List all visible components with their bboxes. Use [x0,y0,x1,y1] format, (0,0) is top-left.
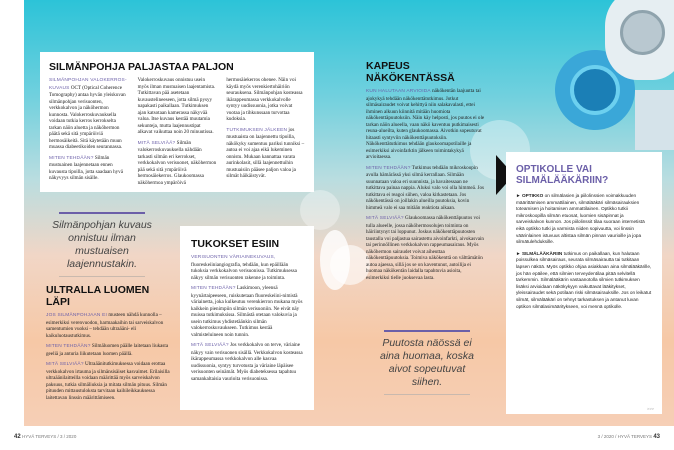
lead-in: VERISUONTEN VÄRIAINEKUVAUS, [191,255,276,260]
pull-quote [52,212,152,277]
magazine-issue: HYVÄ TERVEYS / 3 / 2020 [21,434,77,439]
lead-in: MITEN TEHDÄÄN? [49,155,94,161]
article-tukokset [180,226,314,410]
bokeh-light [300,190,340,230]
article-title: ULTRALLA LUOMEN LÄPI [46,284,150,308]
lead-in: SILMÄNPOHJAN VALOKERROSKUVAUS [49,78,127,91]
paragraph: Tutkimus tehdään mikroskoopin avulla hämärässä yksi silmä kerrallaan. Silmään suunnataan valoa eri suunnista, ja havaitessaan ne tutkittava painaa nappia. Aluksi valo voi olla himmeä. Jos tutkittava ei reagoi siihen, valoa kirkastetaan. Jos näkökentässä on joillakin alueilla puutoksia, kovin himmeä valo ei saa mitään reaktiota aikaan. [366,164,484,211]
continue-marker: >>> [646,406,654,411]
article-silmanpohja [40,52,314,192]
article-kapeus [366,60,486,285]
lead-in: MITEN TEHDÄÄN? [191,286,236,291]
quote-text: Silmänpohjan kuvaus onnistuu ilman mustuaisen laajennustakin. [52,219,152,270]
lead-in: KUN HALUTAAN ARVIOIDA [366,89,431,94]
paragraph: Silmän mustuainen laajennetaan ennen kuvausta tipoilla, jotta saadaan hyvä näkyvyys silmän sisälle. Valokerroskuvaus onnistuu usein myös ilman mustuaisen laajentamista. Tutkittavan pää asetetaan kuvaustelineeseen, jotta silmä pysyy napakasti paikallaan. Tutkimuksen ajan katsotaan kamerassa näkyvää valoa. Itse kuvaus kestää muutamia sekunteja, mutta laajennustipat alkavat vaikuttaa noin 20 minuutissa. [49,77,216,181]
page-number: 43 [653,434,660,440]
paragraph: jos mustuaista on laajennettu tipoilla, näkökyky sumentuu pariksi tunniksi – autoa ei voi ajaa eikä lukeminen onnistu. Mukaan kannattaa varata aurinkolasit, sillä laajennettuihin mustuaisiin pääsee paljon valoa ja silmät häikäistyvät. [226,126,305,179]
paragraph: Laskimoon, yleensä kyynärtaipeeseen, ruiskutetaan fluoreskeiini-nimistä väriainetta, joka kulkeutuu verenkierron mukana myös kaikkein pienimpiin silmän verisuoniin. Ne eivät näy muissa tutkimuksissa. Silmästä otetaan valokuvia ja usein tutkimus yhdistetäänkin silmän valokerroskuvaukseen. Tutkimus kestää valmisteluineen noin tunnin. [191,285,303,338]
paragraph: tutkimus on paikallaan, kun halutaan poissulkea silmäsairaus, seurata silmäsairautta tai tutkitaan lapsen näköä. Myös optikko ohjaa asiakkaan aina silmälääkärille, jos hän epäilee, että silmien terveydentilaa pitää selvitellä tarkemmin. Silmälääkärin vastaanotolla silmien tutkimuksen lisäksi arvioidaan näkökykyyn vaikuttavat lääkitykset, yleissairaudet sekä potilaan riski silmäsairauksille. Jos on leikatut silmät, silmälääkäri on tehnyt tarkastuksen ja antanut luvan optikon silmälasimääritykseen, voi mennä optikolle. [516,250,652,309]
paragraph: Ultraäänitutkimuksessa voidaan erottaa verkkokalvon irtauma ja silmänsisäiset kasvaimet. Erilaisilla ultraäänilaitteilla voidaan määrittää myös sarveiskalvon paksuus, tutkia silmäliuksia ja mitata silmän pituus. Silmän pituuden mittaustuloksta tarvitaan kaihileikkauksessa laitettavan linssin määrittämiseen. [46,361,170,401]
lead-in: TUTKIMUKSEN JÄLKEEN [226,127,288,133]
lead-in: SILMÄLÄÄKÄRIIN [521,250,563,256]
paragraph: on silmälasien ja piilolinssien voimakkuuden määrittämisen ammattilainen, silmälääkäri silmäsairauksien toteamisen ja hoitamisen ammattilainen. Optikko tutkii mikroskoopilla silmän etuosat, luomien sisäpinnat ja sarveiskalvon kunnon. Jos piilolinssit tilaa suoraan internetistä eikä optikko tutki ja varmista niiden sopivuutta, voi linssin väärinlainen istuvuus altistaa silmän pinnan vaurioille ja jopa silmätulehduksille. [516,193,645,245]
quote-rule [59,276,145,277]
quote-text: Puutosta näössä ei aina huomaa, koska aivot sopeutuvat siihen. [380,337,474,388]
lead-in: MITÄ SELVIÄÄ? [191,343,229,348]
quote-rule [59,212,145,214]
lead-in: MITÄ SELVIÄÄ? [46,362,84,367]
eye-exam-device-image [555,0,674,150]
page-number: 42 [14,434,21,440]
quote-rule [384,330,470,332]
article-ultralla [46,284,170,405]
lead-in: MITÄ SELVIÄÄ? [137,140,176,146]
lead-in: JOS SILMÄNPOHJAAN EI [46,313,108,318]
paragraph: Silmän valokerroskuvauksella nähdään tarkasti silmän eri kerrokset, verkkokalvon verisuonet, näköhermon pää sekä sitä ympäröivä hermosäiekerros. Glaukoomassa näköhermoa ympäröivä hermosäiekerros ohenee. Näin voi käydä myös verenkiertohäiriön seurauksena. Silmänpohjan kosteassa ikärappeumassa verkkokalvolle syntyy uudissuonia, jotka voivat vuotaa ja tihkunssaan turvottaa kudoksia. [137,77,303,186]
quote-rule [384,394,470,395]
article-title: SILMÄNPOHJA PALJASTAA PALJON [49,61,234,73]
sidebar-title: OPTIKOLLE VAI SILMÄLÄÄKÄRIIN? [516,164,609,186]
lead-in: MITEN TEHDÄÄN? [46,344,91,349]
lead-in: MITEN TEHDÄÄN? [366,165,411,171]
lead-in: MITÄ SELVIÄÄ? [366,216,404,221]
pull-quote [378,330,476,395]
page-footer-right [598,434,660,440]
lead-in: OPTIKKO [521,193,544,198]
paragraph: Glaukoomassa näkökenttäpuutos voi tulla alueelle, jossa näköhermosolujen toiminta on häiriintynyt tai loppunut. Joskus näkökenttäpuutosten taustalla voi paljastua sairastettu aivoinfarkti, aivokasvain tai perinnöllinen verkkokalvon rappeumasairaus. Myös näköhermon sairaudet voivat aiheuttaa näkökenttäpuutoksia. Toimiva näkökenttä on välttämätön autoa ajaessa, sillä jos se on kaventunut, autoilija ei huomaa näkökentän laidalla tapahtuvia asioita, esimerkiksi tielle juoksevaa lasta. [366,215,484,281]
paragraph: fluoreskeiiniangiografia, tehdään, kun epäillään tukoksia verkkokalvon verisuonissa. Tutkimuksessa näkyy silmän verisuonten rakenne ja toiminta. [191,261,297,281]
paragraph: näkökentän laajuutta tai ajokykyä tehdään näkökenttätutkimus. Jotkut silmäsairaudet voivat kehittyä niin salakavalasti, ettei ihminen alkuun kiinnitä mitään huomiota näkökenttäpuutoksiin. Näin käy helposti, jos puutos ei ole tarkan näön alueella, vaan näkö kaventuu putkimaisesti reuna-alueilta, kuten glaukoomassa. Aivotkin sopeutuvat hitaasti syntyviin näkökenttäpuutoksiin. Näkökenttätutkimus tehdään glaukoomapotilaille ja esimerkiksi aivoinfarktin jälkeen toimintakykyä arvioitaessa. [366,88,485,160]
article-title: KAPEUS NÄKÖKENTÄSSÄ [366,60,455,84]
paragraph: Silmäluomen päälle laitetaan liukasta geeliä ja anturia liikutetaan luomen päällä. [46,343,169,357]
paragraph: Jos verkkokalvo on terve, väriaine näkyy vain verisuonen sisällä. Verkkokalvon kosteassa ikärappeumassa verkkokalvon alle kasvaa uudissuonia, syntyy turvotusta ja väriaine läpäisee verisuonten seinämät. Myös diabeteksessa tapahtuu samankaltaisia vaurioita verisuonissa. [191,342,303,382]
sidebar-optikolle: OPTIKOLLE VAI SILMÄLÄÄKÄRIIN? ► OPTIKKO on silmälasien ja piilolinssien voimakkuuden määrittämisen ammattilainen, silmälääkäri silmäsairauksien toteamisen ja hoitamisen ammattilainen. Optikko tutkii mikroskoopilla silmän etuosat, luomien sisäpinnat ja sarveiskalvon kunnon. Jos piilolinssit tilaa suoraan internetistä eikä optikko tutki ja varmista niiden sopivuutta, voi linssin väärinlainen istuvuus altistaa silmän pinnan vaurioille ja jopa silmätulehduksille. ► SILMÄLÄÄKÄRIIN tutkimus on paikallaan, kun halutaan poissulkea silmäsairaus, seurata silmäsairautta tai tutkitaan lapsen näköä. Myös optikko ohjaa asiakkaan aina silmälääkärille, jos hän epäilee, että silmien terveydentilaa pitää selvitellä tarkemmin. Silmälääkärin vastaanotolla silmien tutkimuksen lisäksi arvioidaan näkökykyyn vaikuttavat lääkitykset, yleissairaudet sekä potilaan riski silmäsairauksille. Jos on leikatut silmät, silmälääkäri on tehnyt tarkastuksen ja antanut luvan optikon silmälasimääritykseen, voi mennä optikolle. >>> [506,152,662,414]
page-footer-left [14,434,76,440]
magazine-issue: 3 / 2020 / HYVÄ TERVEYS [597,434,653,439]
article-title: TUKOKSET ESIIN [191,238,280,250]
bokeh-light [330,245,370,285]
paragraph: musteen nähdä kunnolla – esimerkiksi verenvuodon, harmaakaihin tai sarveiskalvon samentumien vuoksi – tehdään ultraääni- eli kaikuluotaustutkimus. [46,312,164,339]
paragraph: OCT (Optical Coherence Tomography) antaa hyvän yleiskuvan silmänpohjan verisuonten, verkkokalvon ja näköhermon kunnosta. Valokerroskuvauksella voidaan tutkia kerros kerrokselta tarkan näön aluetta ja näköhermon päätä sekä sitä ympäröiviä hermosäikeitä. Sitä käytetään muun muassa diabeetikoiden seurannassa. [49,84,126,150]
